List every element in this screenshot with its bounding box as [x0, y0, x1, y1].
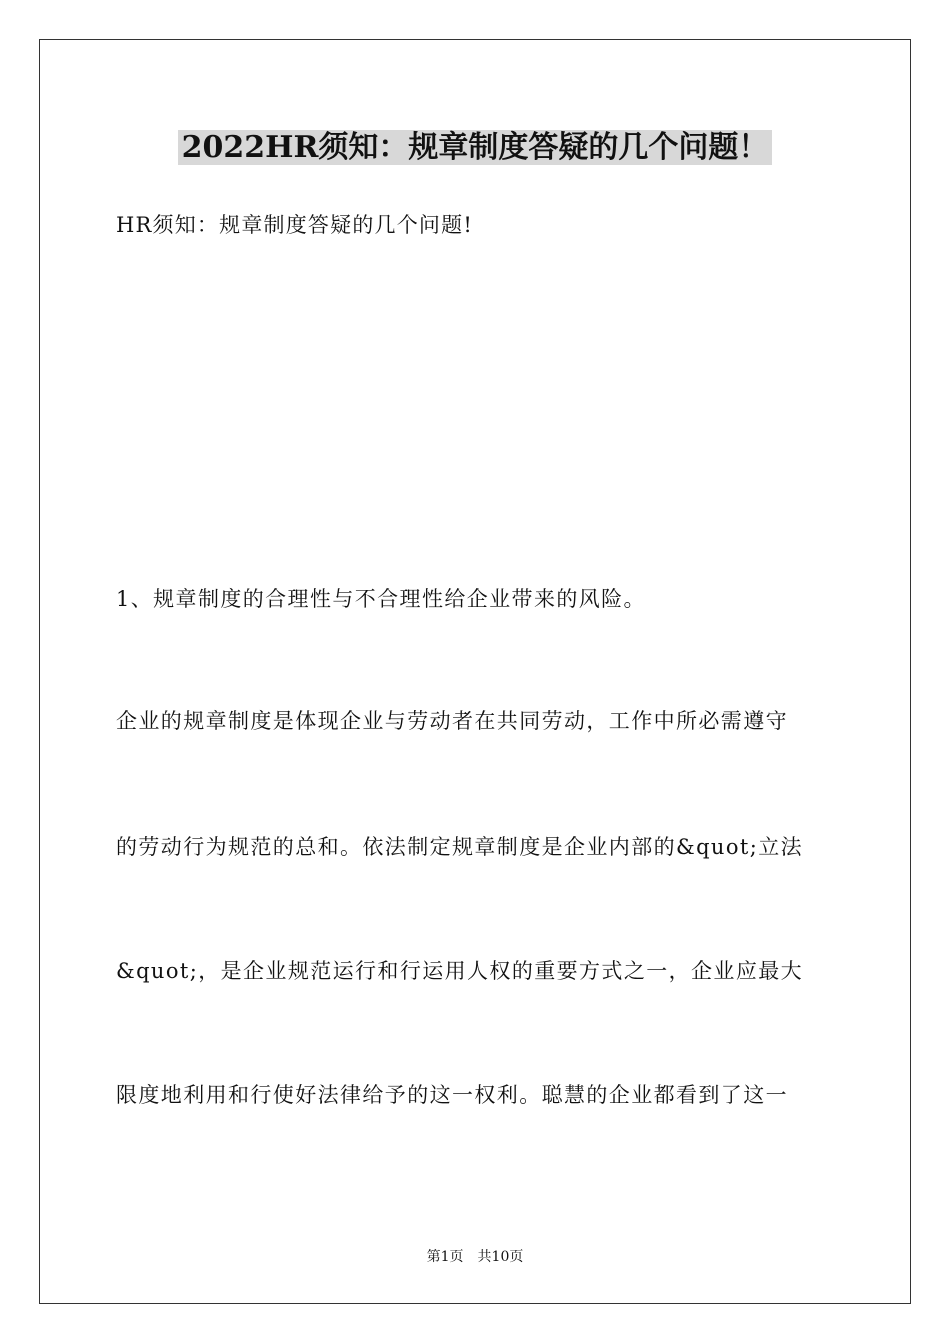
document-title [0, 128, 950, 168]
page-footer: 第1页 共10页 [426, 1249, 524, 1265]
document-subtitle: HR须知：规章制度答疑的几个问题! [116, 213, 473, 237]
body-line: 的劳动行为规范的总和。依法制定规章制度是企业内部的&quot;立法 [116, 835, 804, 859]
document-title-text: 2022HR须知：规章制度答疑的几个问题！ [178, 130, 773, 165]
body-line: &quot;，是企业规范运行和行运用人权的重要方式之一，企业应最大 [116, 959, 804, 983]
section-heading: 1、规章制度的合理性与不合理性给企业带来的风险。 [116, 587, 646, 611]
body-line: 企业的规章制度是体现企业与劳动者在共同劳动，工作中所必需遵守 [116, 709, 788, 733]
body-line: 限度地利用和行使好法律给予的这一权利。聪慧的企业都看到了这一 [116, 1083, 788, 1107]
